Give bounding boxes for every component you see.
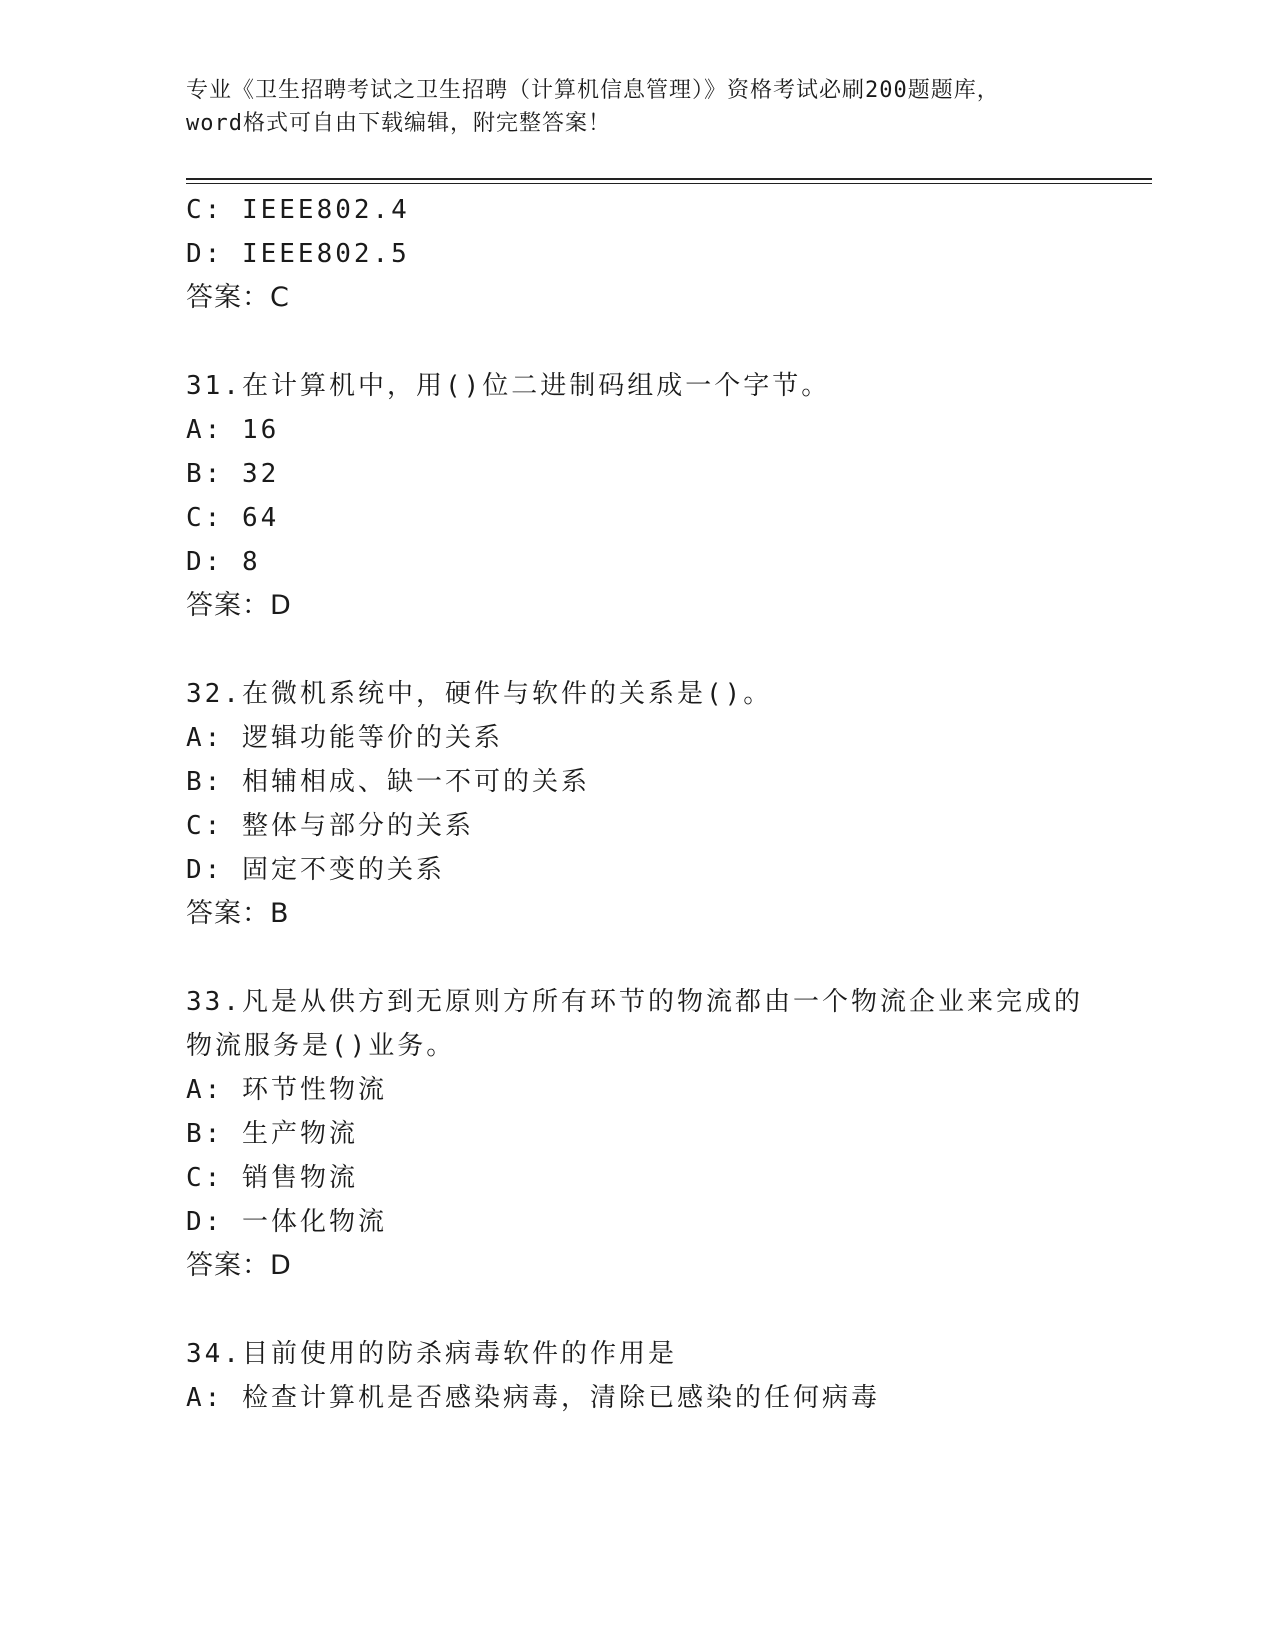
q33-answer: 答案：D (186, 1250, 292, 1281)
prev-option-c: C: IEEE802.4 (186, 195, 410, 225)
q31-answer: 答案：D (186, 590, 292, 621)
q32-option-b: B: 相辅相成、缺一不可的关系 (186, 767, 590, 797)
q33-option-d: D: 一体化物流 (186, 1207, 387, 1237)
header-divider-thin (186, 183, 1152, 184)
header-title-line1: 专业《卫生招聘考试之卫生招聘（计算机信息管理）》资格考试必刷200题题库， (186, 78, 1000, 103)
q32-answer: 答案：B (186, 898, 290, 929)
q34-option-a: A: 检查计算机是否感染病毒，清除已感染的任何病毒 (186, 1383, 880, 1413)
q32-option-c: C: 整体与部分的关系 (186, 811, 474, 841)
prev-option-d: D: IEEE802.5 (186, 239, 410, 269)
q33-stem-line2: 物流服务是()业务。 (186, 1031, 456, 1061)
q31-option-b: B: 32 (186, 459, 280, 489)
q34-stem: 34.目前使用的防杀病毒软件的作用是 (186, 1339, 677, 1369)
q31-option-c: C: 64 (186, 503, 280, 533)
prev-answer: 答案：C (186, 282, 290, 313)
header-divider-thick (186, 178, 1152, 180)
q31-option-a: A: 16 (186, 415, 280, 445)
q33-option-c: C: 销售物流 (186, 1163, 358, 1193)
document-header (186, 74, 1086, 140)
q33-option-b: B: 生产物流 (186, 1119, 358, 1149)
q33-stem-line1: 33.凡是从供方到无原则方所有环节的物流都由一个物流企业来完成的 (186, 987, 1083, 1017)
q31-option-d: D: 8 (186, 547, 261, 577)
q32-stem: 32.在微机系统中，硬件与软件的关系是()。 (186, 679, 773, 709)
q32-option-a: A: 逻辑功能等价的关系 (186, 723, 503, 753)
header-title-line2: word格式可自由下载编辑，附完整答案！ (186, 111, 611, 136)
q31-stem: 31.在计算机中，用()位二进制码组成一个字节。 (186, 371, 831, 401)
q32-option-d: D: 固定不变的关系 (186, 855, 445, 885)
q33-option-a: A: 环节性物流 (186, 1075, 387, 1105)
